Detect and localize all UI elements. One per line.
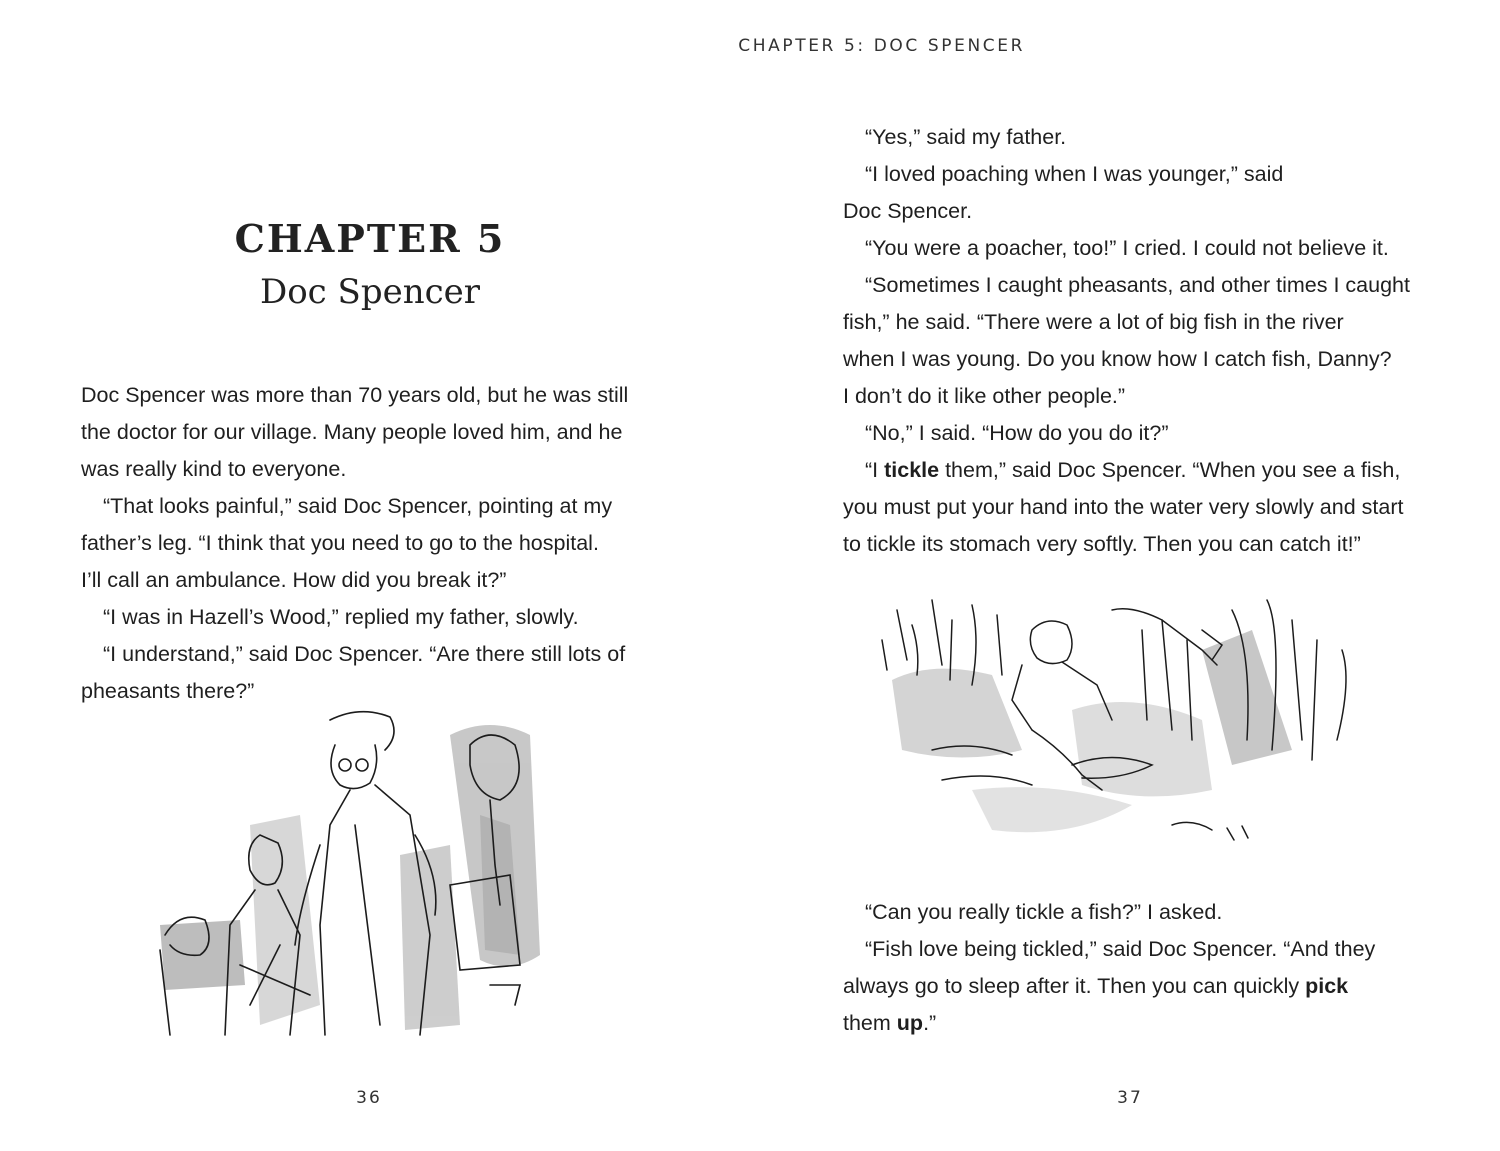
text-line: “No,” I said. “How do you do it?” — [865, 421, 1169, 445]
text-line: father’s leg. “I think that you need to go to the hospital. — [81, 531, 599, 555]
text-run: .” — [923, 1011, 937, 1035]
text-line: you must put your hand into the water very slowly and start — [843, 495, 1404, 519]
chapter-number: CHAPTER 5 — [234, 216, 506, 261]
text-line: “Yes,” said my father. — [865, 125, 1067, 149]
text-run: “I — [865, 458, 885, 482]
text-line: “I understand,” said Doc Spencer. “Are there still lots of — [103, 642, 626, 666]
text-run: always go to sleep after it. Then you can quickly — [843, 974, 1306, 998]
left-page-text — [81, 377, 681, 710]
text-line: pheasants there?” — [81, 679, 255, 703]
text-line: Doc Spencer. — [843, 199, 973, 223]
right-page-text-top — [843, 119, 1453, 563]
text-line: I don’t do it like other people.” — [843, 384, 1126, 408]
text-line: “I was in Hazell’s Wood,” replied my father, slowly. — [103, 605, 579, 629]
text-line: “Fish love being tickled,” said Doc Spencer. “And they — [865, 937, 1376, 961]
text-line — [843, 452, 1453, 489]
right-page-text-bottom — [843, 894, 1453, 1042]
text-line: when I was young. Do you know how I catch fish, Danny? — [843, 347, 1392, 371]
text-line: the doctor for our village. Many people loved him, and he — [81, 420, 623, 444]
text-run: them,” said Doc Spencer. “When you see a fish, — [939, 458, 1401, 482]
text-line: Doc Spencer was more than 70 years old, but he was still — [81, 383, 629, 407]
text-line: “Sometimes I caught pheasants, and other times I caught — [865, 273, 1410, 297]
text-line: I’ll call an ambulance. How did you break it?” — [81, 568, 507, 592]
text-line: “I loved poaching when I was younger,” said — [865, 162, 1284, 186]
glossary-word-up: up — [896, 1011, 924, 1035]
text-line: was really kind to everyone. — [81, 457, 347, 481]
chapter-title: Doc Spencer — [259, 272, 481, 312]
text-line — [843, 968, 1453, 1005]
page-number-right: 37 — [1117, 1088, 1143, 1108]
right-page — [750, 0, 1500, 1151]
fish-tickling-illustration — [872, 590, 1372, 870]
text-line: “Can you really tickle a fish?” I asked. — [865, 900, 1223, 924]
glossary-word-tickle: tickle — [884, 458, 940, 482]
text-line: “You were a poacher, too!” I cried. I could not believe it. — [865, 236, 1389, 260]
doc-spencer-illustration — [150, 705, 570, 1045]
text-line — [843, 1005, 1453, 1042]
running-head: CHAPTER 5: DOC SPENCER — [738, 36, 1025, 56]
page-number-left: 36 — [356, 1088, 382, 1108]
glossary-word-pick: pick — [1305, 974, 1349, 998]
text-line: to tickle its stomach very softly. Then you can catch it!” — [843, 532, 1361, 556]
text-line: fish,” he said. “There were a lot of big fish in the river — [843, 310, 1344, 334]
text-line: “That looks painful,” said Doc Spencer, pointing at my — [103, 494, 613, 518]
text-run: them — [843, 1011, 897, 1035]
